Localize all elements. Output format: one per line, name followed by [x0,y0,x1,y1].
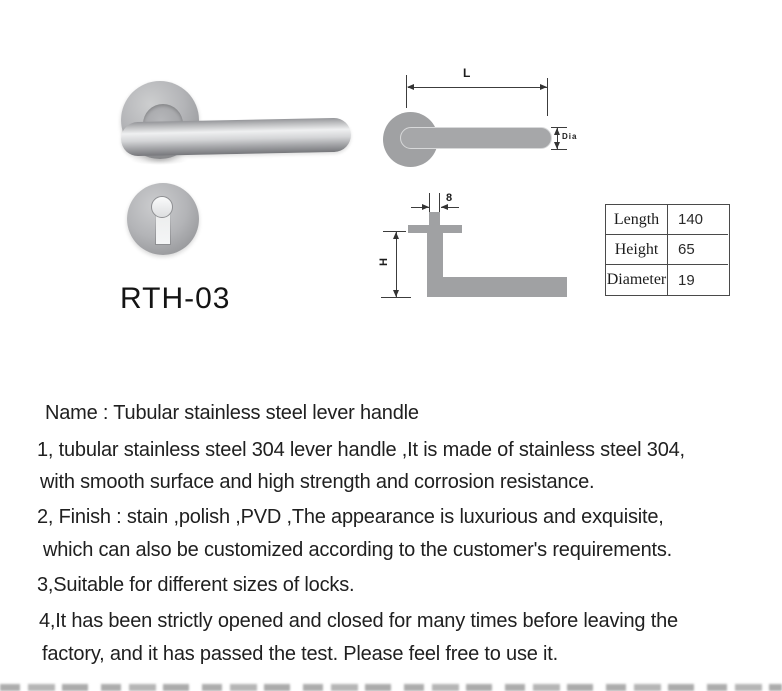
spindle-arrow-right [441,204,448,210]
length-dimension-line [408,87,547,88]
spindle-rect [429,212,440,225]
height-tick-bottom [381,297,411,298]
spindle-arrow-left [422,204,429,210]
spec-table [605,204,730,296]
diameter-arrow-up [554,128,560,135]
diameter-tick-bottom [551,149,567,150]
description-line: 4,It has been strictly opened and closed for many times before leaving the [39,610,678,632]
height-arrow-up [393,232,399,239]
description-line: 2, Finish : stain ,polish ,PVD ,The appearance is luxurious and exquisite, [37,506,664,528]
length-extension-line-left [406,75,407,108]
handle-neck-rect [427,233,443,297]
spindle-dimension-label: 8 [446,192,453,204]
cropped-text-strip [0,684,782,691]
diameter-arrow-down [554,142,560,149]
length-dimension-label: L [463,66,471,80]
rose-shadow [130,155,188,165]
spindle-extension-line-left [429,193,430,212]
description-line: 3,Suitable for different sizes of locks. [37,574,355,596]
spec-row-value: 65 [668,235,728,265]
length-arrow-left [407,84,414,90]
description-line: 1, tubular stainless steel 304 lever handle ,It is made of stainless steel 304, [37,439,685,461]
model-number: RTH-03 [120,282,231,315]
lever-bar-drawing [400,127,552,149]
height-arrow-down [393,290,399,297]
description-line: which can also be customized according to the customer's requirements. [43,539,673,561]
rose-plate-rect [408,225,462,233]
spec-row-label: Length [606,205,668,235]
diameter-dimension-label: Dia [562,132,578,141]
handle-lever-tube [121,118,352,157]
spec-row-label: Diameter [606,265,668,295]
lever-arm-rect [443,277,567,297]
spindle-extension-line-right [439,193,440,212]
height-dimension-line [396,232,397,297]
spec-row-value: 19 [678,271,695,289]
length-extension-line-right [547,78,548,116]
description-line: factory, and it has passed the test. Please feel free to use it. [42,643,559,665]
keyhole-circle [151,196,173,218]
description-line: with smooth surface and high strength and corrosion resistance. [40,471,595,493]
length-arrow-right [540,84,547,90]
spec-row-value: 140 [668,205,728,235]
spec-row-label: Height [606,235,668,265]
product-name-line: Name : Tubular stainless steel lever handle [45,402,419,424]
height-dimension-label: H [377,258,390,266]
